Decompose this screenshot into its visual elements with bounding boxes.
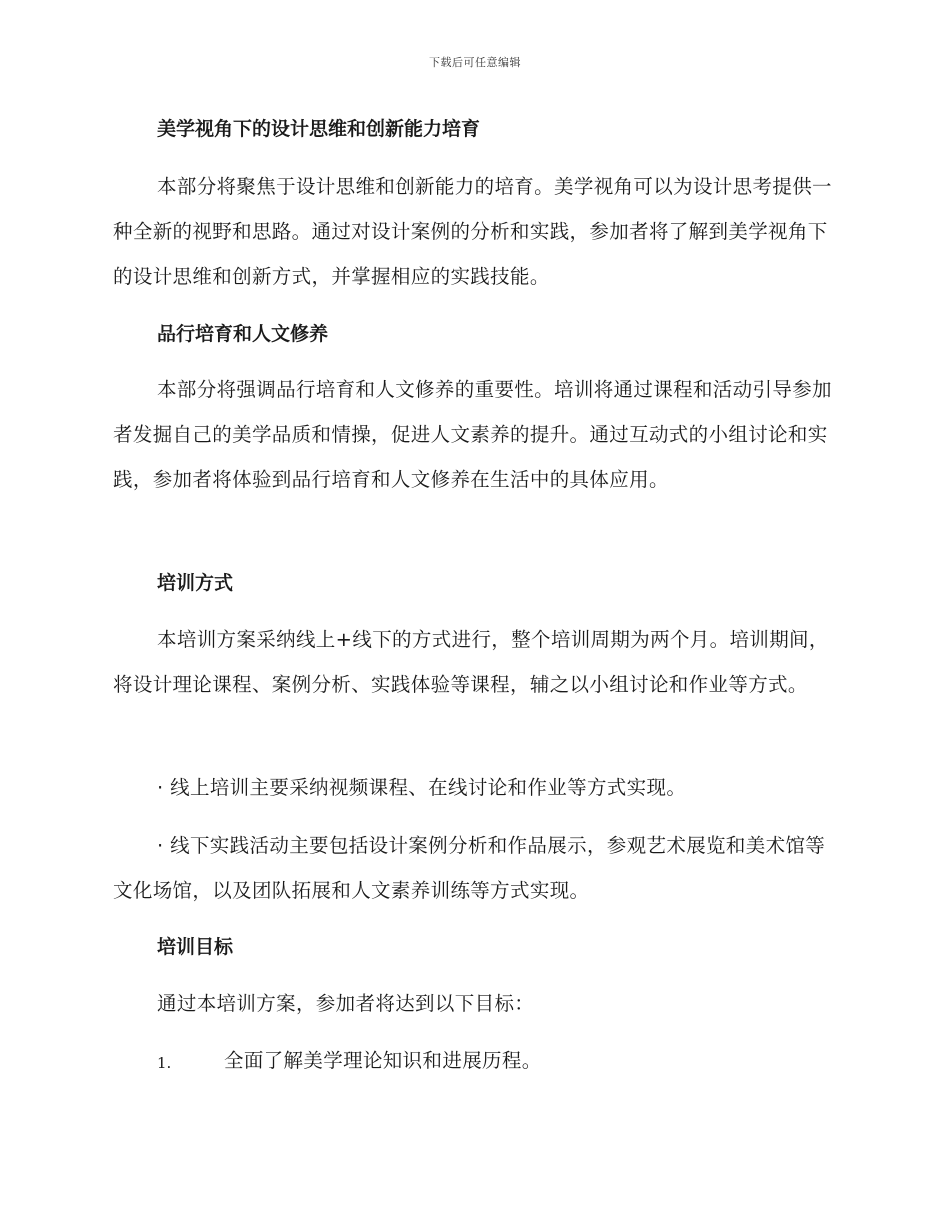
section-paragraph-training-goals: 通过本培训方案，参加者将达到以下目标：: [157, 992, 535, 1015]
list-item-number: 1.: [157, 1054, 172, 1072]
section-heading-character-cultivation: 品行培育和人文修养: [157, 323, 329, 345]
section-paragraph-design-thinking: 本部分将聚焦于设计思维和创新能力的培育。美学视角可以为设计思考提供一种全新的视野和思路。通过对设计案例的分析和实践，参加者将了解到美学视角下的设计思维和创新方式，并掌握相应的实践技能。: [113, 175, 832, 288]
header-note: 下载后可任意编辑: [429, 56, 521, 69]
list-item-text: 全面了解美学理论知识和进展历程。: [224, 1049, 542, 1072]
bullet-item: · 线上培训主要采纳视频课程、在线讨论和作业等方式实现。: [157, 776, 687, 799]
bullet-item: · 线下实践活动主要包括设计案例分析和作品展示，参观艺术展览和美术馆等文化场馆，以及团队拓展和人文素养训练等方式实现。: [113, 834, 826, 902]
section-paragraph-character-cultivation: 本部分将强调品行培育和人文修养的重要性。培训将通过课程和活动引导参加者发掘自己的美学品质和情操，促进人文素养的提升。通过互动式的小组讨论和实践，参加者将体验到品行培育和人文修养在生活中的具体应用。: [113, 378, 832, 491]
section-heading-training-method: 培训方式: [157, 572, 234, 594]
section-heading-design-thinking: 美学视角下的设计思维和创新能力培育: [157, 118, 481, 140]
section-paragraph-training-method: 本培训方案采纳线上+线下的方式进行，整个培训周期为两个月。培训期间，将设计理论课程、案例分析、实践体验等课程，辅之以小组讨论和作业等方式。: [113, 628, 829, 696]
section-heading-training-goals: 培训目标: [157, 936, 234, 958]
